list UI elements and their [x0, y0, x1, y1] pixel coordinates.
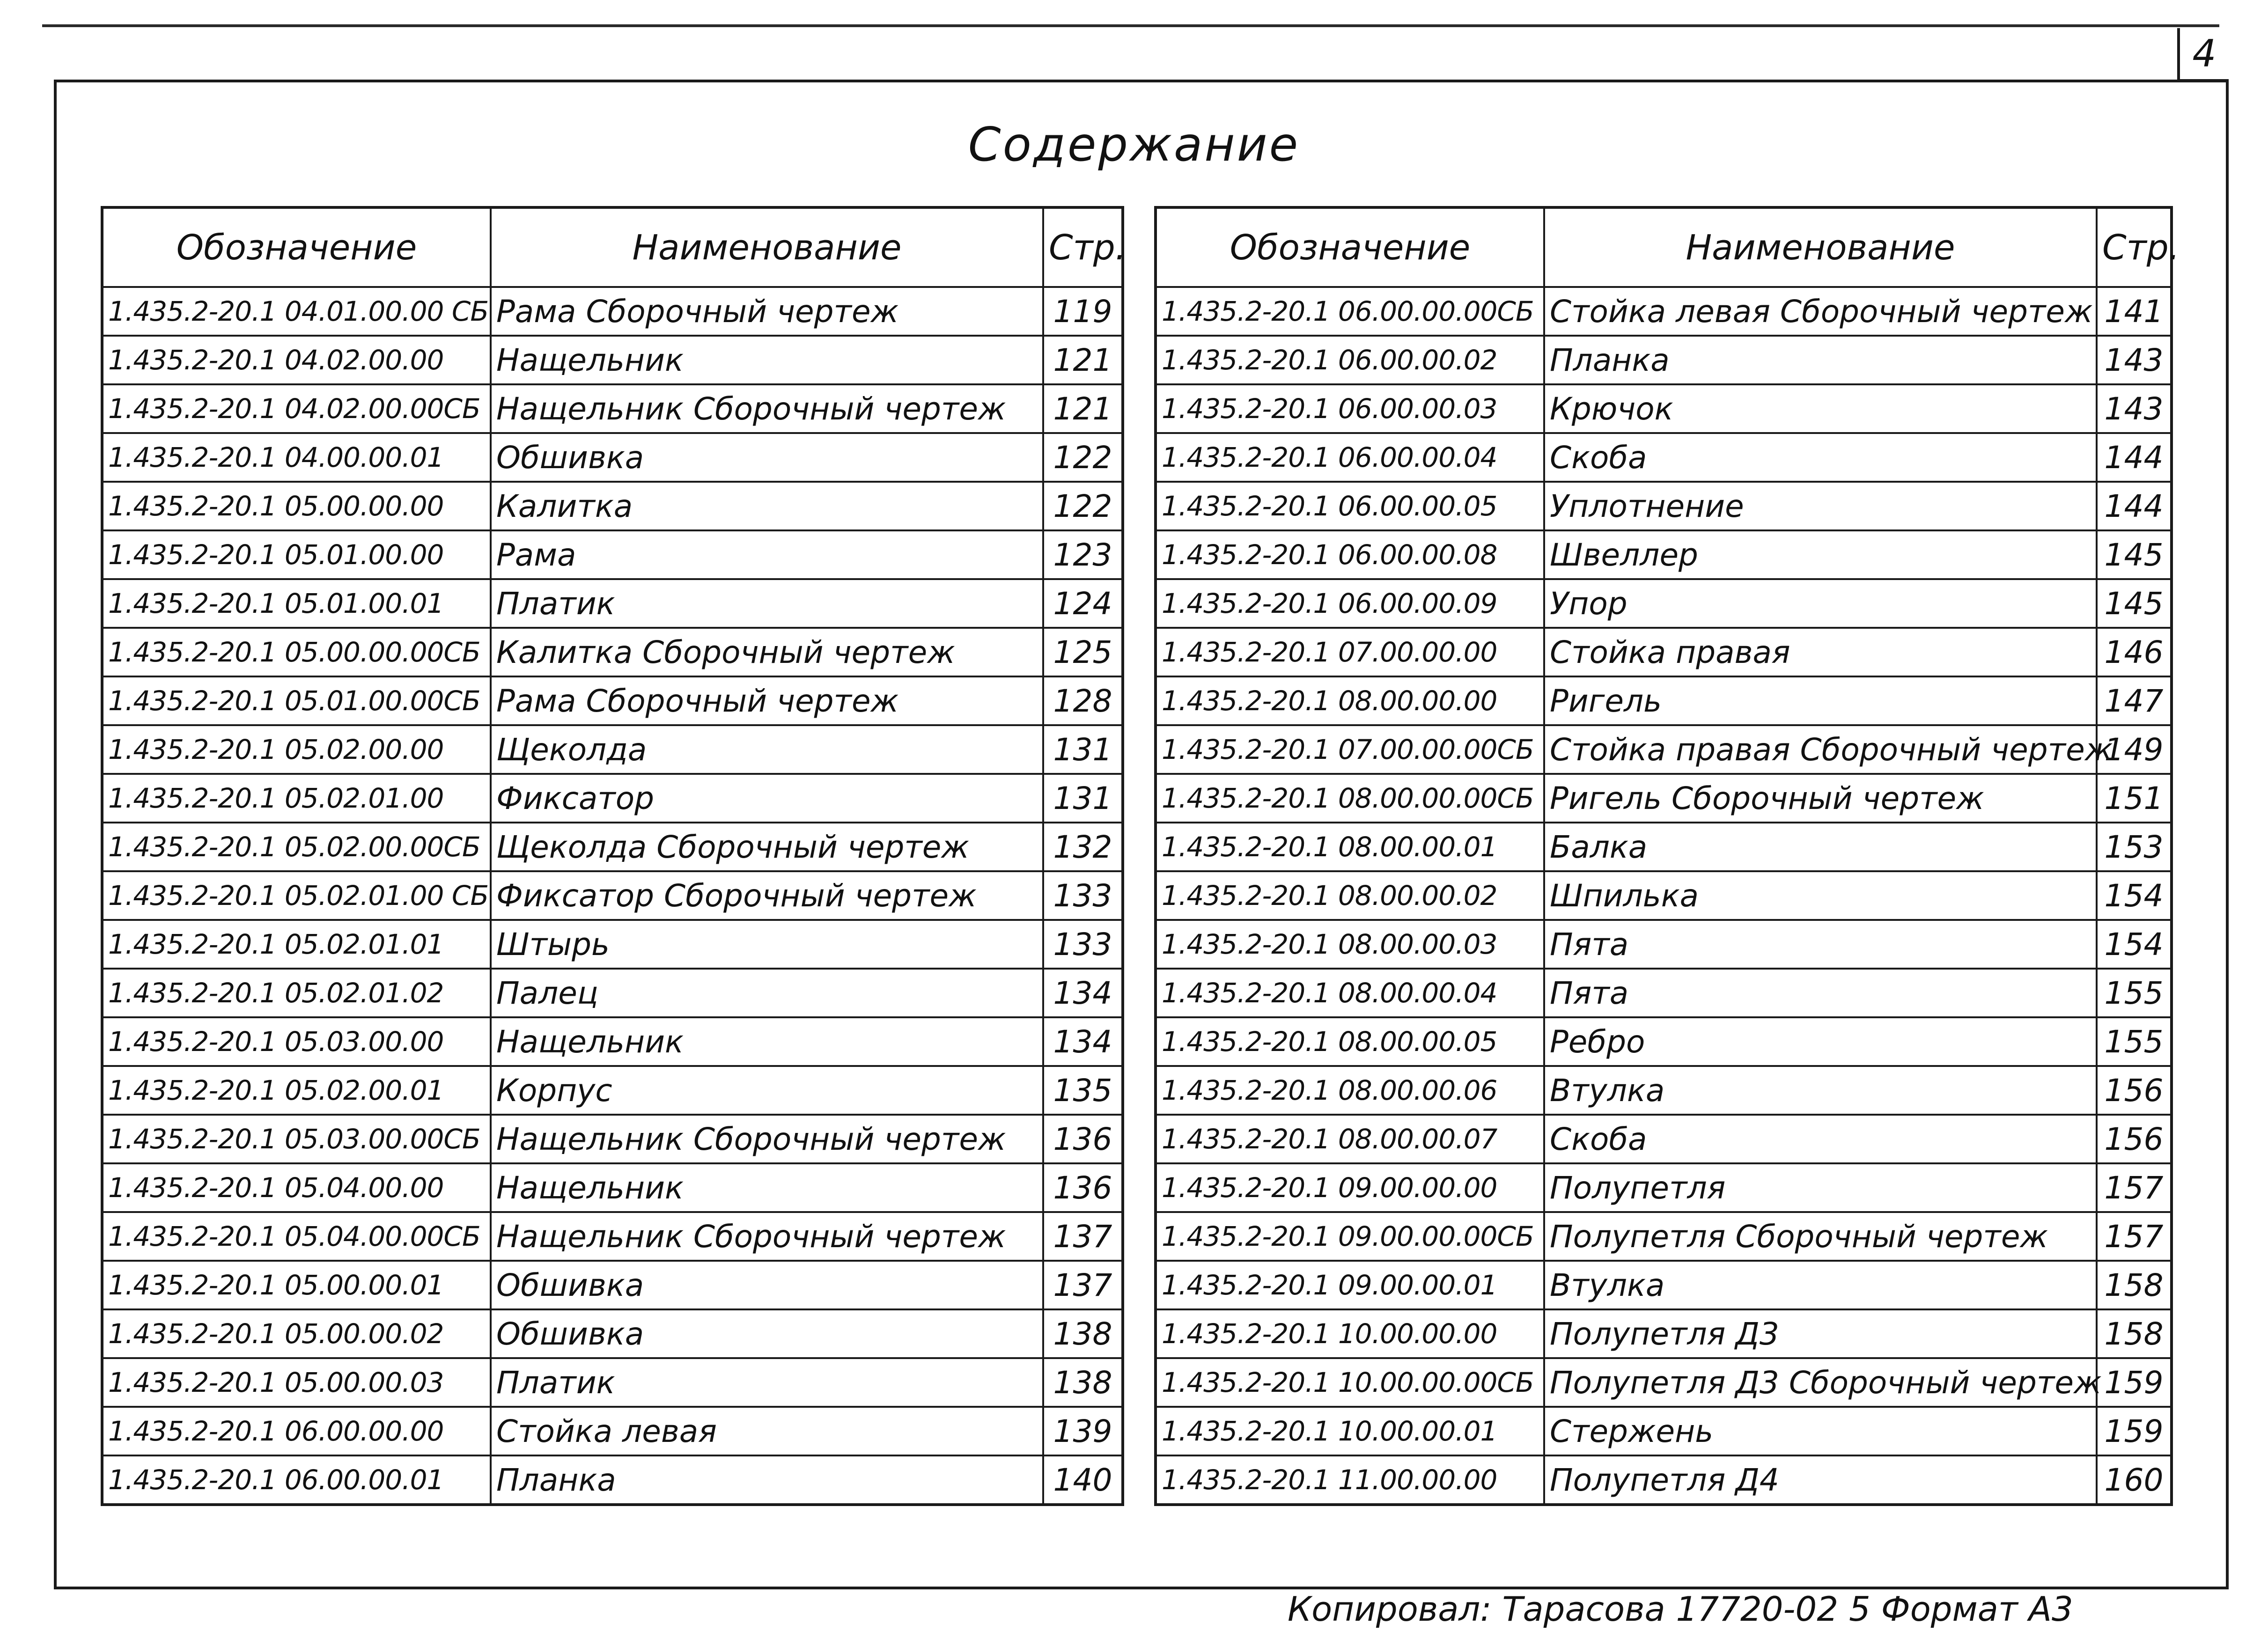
row-page: 133 [1043, 920, 1123, 969]
row-page: 141 [2097, 287, 2172, 336]
table-row [102, 1455, 1123, 1505]
row-name: Полупетля [1544, 1163, 2097, 1212]
row-page: 138 [1043, 1309, 1123, 1358]
header-name: Наименование [491, 207, 1043, 287]
table-row [1156, 336, 2172, 384]
table-row [1156, 1309, 2172, 1358]
row-designation: 1.435.2-20.1 05.02.00.01 [102, 1066, 491, 1115]
row-designation: 1.435.2-20.1 06.00.00.05 [1156, 482, 1544, 530]
table-row [1156, 433, 2172, 482]
row-page: 144 [2097, 482, 2172, 530]
row-page: 155 [2097, 1017, 2172, 1066]
row-name: Обшивка [491, 1261, 1043, 1309]
row-name: Нащельник Сборочный чертеж [491, 1115, 1043, 1163]
row-designation: 1.435.2-20.1 06.00.00.03 [1156, 384, 1544, 433]
row-name: Обшивка [491, 433, 1043, 482]
table-row [102, 969, 1123, 1017]
row-designation: 1.435.2-20.1 08.00.00.04 [1156, 969, 1544, 1017]
row-name: Стойка левая Сборочный чертеж [1544, 287, 2097, 336]
table-row [102, 384, 1123, 433]
table-row [102, 628, 1123, 676]
row-designation: 1.435.2-20.1 04.02.00.00СБ [102, 384, 491, 433]
row-designation: 1.435.2-20.1 06.00.00.09 [1156, 579, 1544, 628]
row-designation: 1.435.2-20.1 08.00.00.00 [1156, 676, 1544, 725]
row-designation: 1.435.2-20.1 08.00.00.00СБ [1156, 774, 1544, 823]
table-row [1156, 1212, 2172, 1261]
row-name: Нащельник [491, 1163, 1043, 1212]
row-page: 159 [2097, 1358, 2172, 1407]
header-page: Стр. [1043, 207, 1123, 287]
row-name: Крючок [1544, 384, 2097, 433]
row-page: 137 [1043, 1261, 1123, 1309]
row-page: 121 [1043, 384, 1123, 433]
row-page: 156 [2097, 1066, 2172, 1115]
table-row [1156, 628, 2172, 676]
table-row [1156, 1358, 2172, 1407]
row-name: Стойка левая [491, 1407, 1043, 1455]
row-page: 121 [1043, 336, 1123, 384]
table-row [102, 579, 1123, 628]
row-page: 134 [1043, 969, 1123, 1017]
table-row [1156, 871, 2172, 920]
row-page: 134 [1043, 1017, 1123, 1066]
row-name: Рама Сборочный чертеж [491, 676, 1043, 725]
row-designation: 1.435.2-20.1 06.00.00.00СБ [1156, 287, 1544, 336]
row-page: 136 [1043, 1115, 1123, 1163]
row-page: 138 [1043, 1358, 1123, 1407]
row-name: Корпус [491, 1066, 1043, 1115]
top-border-line [42, 24, 2219, 27]
row-designation: 1.435.2-20.1 05.03.00.00 [102, 1017, 491, 1066]
table-row [1156, 384, 2172, 433]
table-row [102, 1358, 1123, 1407]
row-name: Стойка правая Сборочный чертеж [1544, 725, 2097, 774]
row-page: 128 [1043, 676, 1123, 725]
row-page: 125 [1043, 628, 1123, 676]
row-page: 133 [1043, 871, 1123, 920]
table-row [102, 920, 1123, 969]
row-page: 154 [2097, 871, 2172, 920]
row-page: 122 [1043, 482, 1123, 530]
row-name: Ригель Сборочный чертеж [1544, 774, 2097, 823]
row-name: Нащельник Сборочный чертеж [491, 1212, 1043, 1261]
row-designation: 1.435.2-20.1 09.00.00.01 [1156, 1261, 1544, 1309]
row-designation: 1.435.2-20.1 05.00.00.03 [102, 1358, 491, 1407]
row-page: 143 [2097, 384, 2172, 433]
table-row [102, 1309, 1123, 1358]
row-name: Калитка Сборочный чертеж [491, 628, 1043, 676]
row-designation: 1.435.2-20.1 04.00.00.01 [102, 433, 491, 482]
row-name: Фиксатор [491, 774, 1043, 823]
row-designation: 1.435.2-20.1 05.02.01.02 [102, 969, 491, 1017]
row-designation: 1.435.2-20.1 10.00.00.00СБ [1156, 1358, 1544, 1407]
row-page: 144 [2097, 433, 2172, 482]
row-designation: 1.435.2-20.1 05.04.00.00СБ [102, 1212, 491, 1261]
row-designation: 1.435.2-20.1 05.00.00.00 [102, 482, 491, 530]
table-row [102, 774, 1123, 823]
row-page: 140 [1043, 1455, 1123, 1505]
row-designation: 1.435.2-20.1 05.02.01.00 СБ [102, 871, 491, 920]
table-row [1156, 823, 2172, 871]
row-designation: 1.435.2-20.1 05.00.00.00СБ [102, 628, 491, 676]
row-page: 119 [1043, 287, 1123, 336]
row-name: Фиксатор Сборочный чертеж [491, 871, 1043, 920]
page-number: 4 [2177, 28, 2229, 82]
table-row [1156, 920, 2172, 969]
header-designation: Обозначение [102, 207, 491, 287]
table-row [1156, 1455, 2172, 1505]
row-name: Упор [1544, 579, 2097, 628]
row-page: 137 [1043, 1212, 1123, 1261]
row-designation: 1.435.2-20.1 06.00.00.01 [102, 1455, 491, 1505]
contents-table-left [101, 206, 1127, 1506]
row-name: Стойка правая [1544, 628, 2097, 676]
row-page: 146 [2097, 628, 2172, 676]
row-name: Ригель [1544, 676, 2097, 725]
row-name: Рама [491, 530, 1043, 579]
row-name: Платик [491, 579, 1043, 628]
row-designation: 1.435.2-20.1 06.00.00.08 [1156, 530, 1544, 579]
table-header [1156, 207, 2172, 287]
row-page: 122 [1043, 433, 1123, 482]
table-row [102, 1163, 1123, 1212]
row-designation: 1.435.2-20.1 08.00.00.05 [1156, 1017, 1544, 1066]
row-page: 160 [2097, 1455, 2172, 1505]
row-name: Планка [1544, 336, 2097, 384]
row-designation: 1.435.2-20.1 05.02.00.00СБ [102, 823, 491, 871]
row-designation: 1.435.2-20.1 05.01.00.00 [102, 530, 491, 579]
row-designation: 1.435.2-20.1 08.00.00.01 [1156, 823, 1544, 871]
row-designation: 1.435.2-20.1 08.00.00.02 [1156, 871, 1544, 920]
row-name: Щеколда Сборочный чертеж [491, 823, 1043, 871]
row-page: 139 [1043, 1407, 1123, 1455]
row-page: 124 [1043, 579, 1123, 628]
row-name: Платик [491, 1358, 1043, 1407]
row-designation: 1.435.2-20.1 05.04.00.00 [102, 1163, 491, 1212]
row-page: 147 [2097, 676, 2172, 725]
row-page: 135 [1043, 1066, 1123, 1115]
table-row [1156, 1163, 2172, 1212]
table-row [102, 871, 1123, 920]
table-row [102, 287, 1123, 336]
table-row [1156, 1115, 2172, 1163]
row-designation: 1.435.2-20.1 06.00.00.04 [1156, 433, 1544, 482]
header-page: Стр. [2097, 207, 2172, 287]
row-name: Уплотнение [1544, 482, 2097, 530]
table-row [102, 482, 1123, 530]
row-designation: 1.435.2-20.1 05.02.01.01 [102, 920, 491, 969]
table-row [102, 1261, 1123, 1309]
row-name: Обшивка [491, 1309, 1043, 1358]
row-name: Шпилька [1544, 871, 2097, 920]
row-page: 136 [1043, 1163, 1123, 1212]
row-page: 154 [2097, 920, 2172, 969]
table-row [1156, 1261, 2172, 1309]
table-row [1156, 530, 2172, 579]
row-name: Штырь [491, 920, 1043, 969]
row-designation: 1.435.2-20.1 07.00.00.00 [1156, 628, 1544, 676]
row-name: Полупетля Сборочный чертеж [1544, 1212, 2097, 1261]
row-page: 149 [2097, 725, 2172, 774]
table-row [102, 1017, 1123, 1066]
row-designation: 1.435.2-20.1 05.00.00.01 [102, 1261, 491, 1309]
row-page: 145 [2097, 530, 2172, 579]
row-name: Щеколда [491, 725, 1043, 774]
row-page: 159 [2097, 1407, 2172, 1455]
row-name: Швеллер [1544, 530, 2097, 579]
table-row [1156, 1066, 2172, 1115]
row-name: Втулка [1544, 1066, 2097, 1115]
row-name: Нащельник Сборочный чертеж [491, 384, 1043, 433]
row-name: Полупетля Д3 [1544, 1309, 2097, 1358]
row-page: 132 [1043, 823, 1123, 871]
row-page: 157 [2097, 1163, 2172, 1212]
row-page: 158 [2097, 1309, 2172, 1358]
row-designation: 1.435.2-20.1 05.02.01.00 [102, 774, 491, 823]
table-row [1156, 1407, 2172, 1455]
row-name: Калитка [491, 482, 1043, 530]
row-designation: 1.435.2-20.1 10.00.00.00 [1156, 1309, 1544, 1358]
table-row [102, 1407, 1123, 1455]
row-name: Полупетля Д4 [1544, 1455, 2097, 1505]
copyist-footer: Копировал: Тарасова 17720-02 5 Формат А3 [1288, 1589, 2073, 1629]
table-row [102, 676, 1123, 725]
row-page: 156 [2097, 1115, 2172, 1163]
row-designation: 1.435.2-20.1 04.01.00.00 СБ [102, 287, 491, 336]
row-designation: 1.435.2-20.1 04.02.00.00 [102, 336, 491, 384]
row-name: Ребро [1544, 1017, 2097, 1066]
row-designation: 1.435.2-20.1 05.01.00.00СБ [102, 676, 491, 725]
row-name: Пята [1544, 920, 2097, 969]
row-name: Нащельник [491, 1017, 1043, 1066]
row-page: 158 [2097, 1261, 2172, 1309]
row-designation: 1.435.2-20.1 05.02.00.00 [102, 725, 491, 774]
row-designation: 1.435.2-20.1 05.00.00.02 [102, 1309, 491, 1358]
row-page: 143 [2097, 336, 2172, 384]
row-name: Рама Сборочный чертеж [491, 287, 1043, 336]
table-row [1156, 774, 2172, 823]
row-name: Балка [1544, 823, 2097, 871]
row-designation: 1.435.2-20.1 05.03.00.00СБ [102, 1115, 491, 1163]
row-name: Втулка [1544, 1261, 2097, 1309]
row-designation: 1.435.2-20.1 08.00.00.06 [1156, 1066, 1544, 1115]
row-designation: 1.435.2-20.1 08.00.00.03 [1156, 920, 1544, 969]
row-designation: 1.435.2-20.1 07.00.00.00СБ [1156, 725, 1544, 774]
row-page: 123 [1043, 530, 1123, 579]
row-designation: 1.435.2-20.1 10.00.00.01 [1156, 1407, 1544, 1455]
row-page: 151 [2097, 774, 2172, 823]
row-designation: 1.435.2-20.1 05.01.00.01 [102, 579, 491, 628]
table-row [102, 530, 1123, 579]
table-row [1156, 579, 2172, 628]
table-row [102, 1115, 1123, 1163]
row-designation: 1.435.2-20.1 06.00.00.00 [102, 1407, 491, 1455]
row-designation: 1.435.2-20.1 06.00.00.02 [1156, 336, 1544, 384]
row-page: 145 [2097, 579, 2172, 628]
table-row [102, 823, 1123, 871]
row-designation: 1.435.2-20.1 11.00.00.00 [1156, 1455, 1544, 1505]
row-designation: 1.435.2-20.1 09.00.00.00 [1156, 1163, 1544, 1212]
table-row [102, 1212, 1123, 1261]
row-name: Планка [491, 1455, 1043, 1505]
table-row [1156, 1017, 2172, 1066]
row-page: 157 [2097, 1212, 2172, 1261]
row-page: 131 [1043, 725, 1123, 774]
table-row [102, 336, 1123, 384]
row-designation: 1.435.2-20.1 09.00.00.00СБ [1156, 1212, 1544, 1261]
row-name: Нащельник [491, 336, 1043, 384]
table-header [102, 207, 1123, 287]
row-name: Стержень [1544, 1407, 2097, 1455]
row-name: Скоба [1544, 433, 2097, 482]
row-name: Полупетля Д3 Сборочный чертеж [1544, 1358, 2097, 1407]
table-row [1156, 725, 2172, 774]
table-row [102, 433, 1123, 482]
row-name: Палец [491, 969, 1043, 1017]
row-page: 131 [1043, 774, 1123, 823]
table-row [1156, 287, 2172, 336]
table-row [102, 725, 1123, 774]
row-name: Скоба [1544, 1115, 2097, 1163]
row-name: Пята [1544, 969, 2097, 1017]
header-name: Наименование [1544, 207, 2097, 287]
row-page: 153 [2097, 823, 2172, 871]
row-designation: 1.435.2-20.1 08.00.00.07 [1156, 1115, 1544, 1163]
page-title: Содержание [968, 117, 1300, 172]
header-designation: Обозначение [1156, 207, 1544, 287]
table-row [1156, 482, 2172, 530]
table-row [1156, 676, 2172, 725]
table-row [1156, 969, 2172, 1017]
table-row [102, 1066, 1123, 1115]
row-page: 155 [2097, 969, 2172, 1017]
contents-table-right [1154, 206, 2180, 1506]
